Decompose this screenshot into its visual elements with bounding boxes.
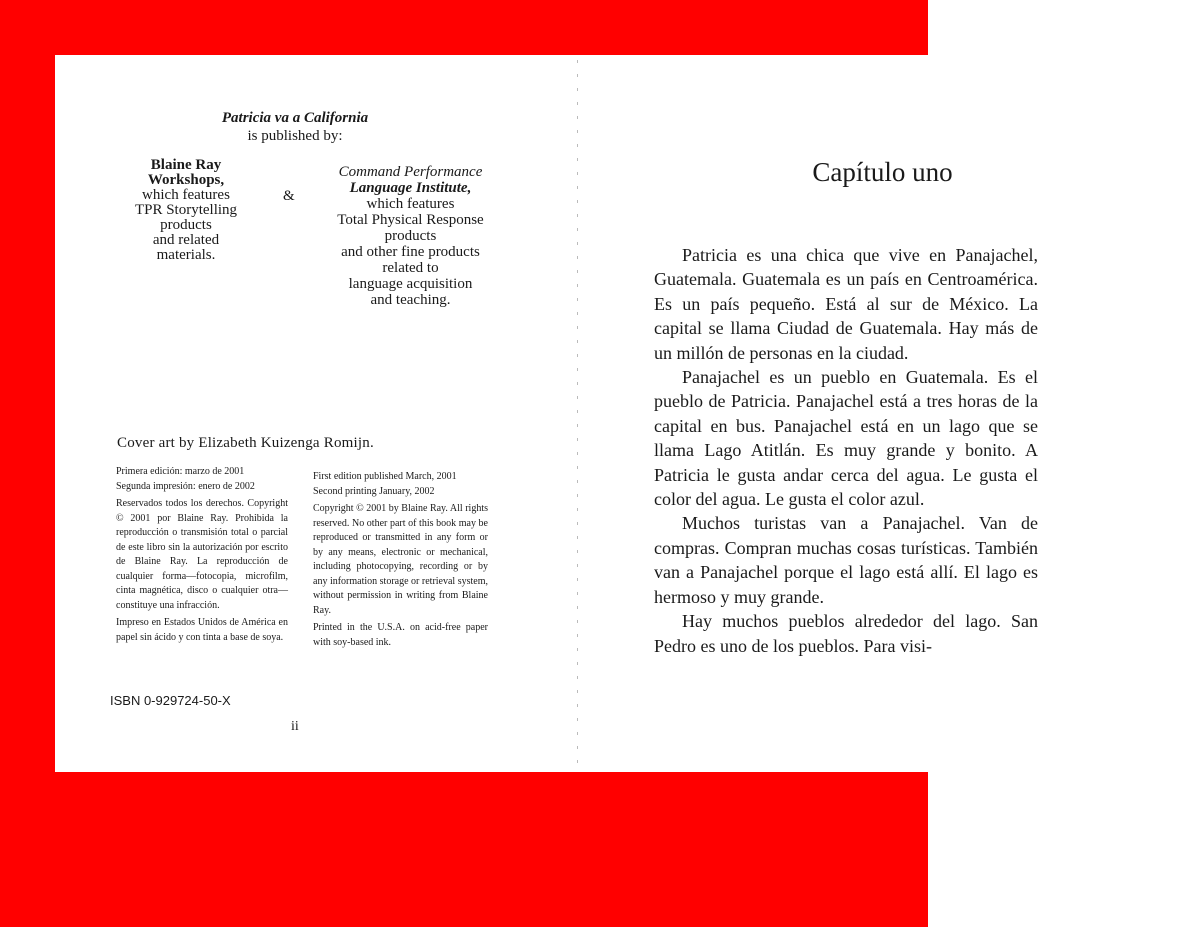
english-printing: Second printing January, 2002 (313, 485, 435, 497)
publisher-1-line: and related (152, 232, 220, 248)
body-paragraph: Muchos turistas van a Panajachel. Van de compras. Compran muchas cosas turísticas. También van a Panajachel porque el lago está allí. El lago es hermoso y muy grande. (654, 513, 1038, 607)
publisher-2-line: and other fine products (341, 244, 480, 260)
spanish-edition: Primera edición: marzo de 2001 (116, 466, 245, 477)
publisher-1-line: products (160, 217, 212, 233)
body-paragraph: Hay muchos pueblos alrededor del lago. San Pedro es uno de los pueblos. Para visi- (654, 611, 1038, 656)
book-title: Patricia va a California (221, 110, 369, 126)
publisher-2-name-1: Command Performance (338, 164, 483, 180)
publisher-1 (110, 158, 262, 263)
spanish-printing: Segunda impresión: enero de 2002 (116, 480, 255, 492)
ampersand: & (283, 188, 295, 204)
red-background-bottom (0, 772, 928, 927)
publisher-1-name-1: Blaine Ray (150, 157, 222, 173)
chapter-body (654, 243, 1038, 658)
english-printed-in: Printed in the U.S.A. on acid-free paper with soy-based ink. (313, 622, 488, 648)
publisher-2-line: Total Physical Response (337, 212, 484, 228)
english-copyright-column (313, 470, 488, 653)
publisher-1-line: TPR Storytelling (134, 202, 238, 218)
body-paragraph: Panajachel es un pueblo en Guatemala. Es el pueblo de Patricia. Panajachel está a tres horas de la capital en bus. Panajachel está en un lago que se llama Lago Atitlán. Es muy grande y bonito. A Patricia le gusta andar cerca del agua. Le gusta el color del agua. Le gusta el color azul. (654, 367, 1038, 510)
publisher-2-name-2: Language Institute, (349, 180, 472, 196)
publisher-1-line: which features (142, 187, 230, 203)
publisher-2-line: products (384, 228, 437, 244)
english-edition: First edition published March, 2001 (313, 471, 457, 482)
publisher-2-line: language acquisition (348, 276, 473, 292)
chapter-title: Capítulo uno (812, 157, 953, 187)
publisher-1-name-2: Workshops, (147, 172, 225, 188)
spanish-printed-in: Impreso en Estados Unidos de América en papel sin ácido y con tinta a base de soya. (116, 617, 288, 643)
publisher-1-line: materials. (156, 247, 216, 263)
red-background-top (0, 0, 928, 55)
english-rights: Copyright © 2001 by Blaine Ray. All rights reserved. No other part of this book may be reproduced or transmitted in any form or by any means, electronic or mechanical, including photocopying, recording or by any information storage or retrieval system, without permission in writing from Blaine Ray. (313, 503, 488, 616)
spanish-rights: Reservados todos los derechos. Copyright © 2001 por Blaine Ray. Prohibida la reproducción o transmisión total o parcial de este libro sin la autorización por escrito de Blaine Ray. La reproducción de cualquier forma—fotocopia, microfilm, cinta magnética, disco o cualquier otra—constituye una infracción. (116, 498, 288, 611)
publisher-2-line: which features (366, 196, 455, 212)
isbn: ISBN 0-929724-50-X (110, 693, 231, 708)
spanish-copyright-column (116, 465, 288, 648)
publisher-2-line: and teaching. (370, 292, 451, 308)
cover-art-credit: Cover art by Elizabeth Kuizenga Romijn. (117, 435, 374, 451)
left-page (150, 110, 440, 145)
body-paragraph: Patricia es una chica que vive en Panajachel, Guatemala. Guatemala es un país en Centroamérica. Es un país pequeño. Está al sur de México. La capital se llama Ciudad de Guatemala. Hay más de un millón de personas en la ciudad. (654, 245, 1038, 363)
published-by: is published by: (247, 128, 343, 144)
publisher-2 (308, 164, 513, 308)
page-number: ii (291, 719, 299, 734)
publisher-2-line: related to (382, 260, 439, 276)
page-gutter (577, 60, 578, 772)
